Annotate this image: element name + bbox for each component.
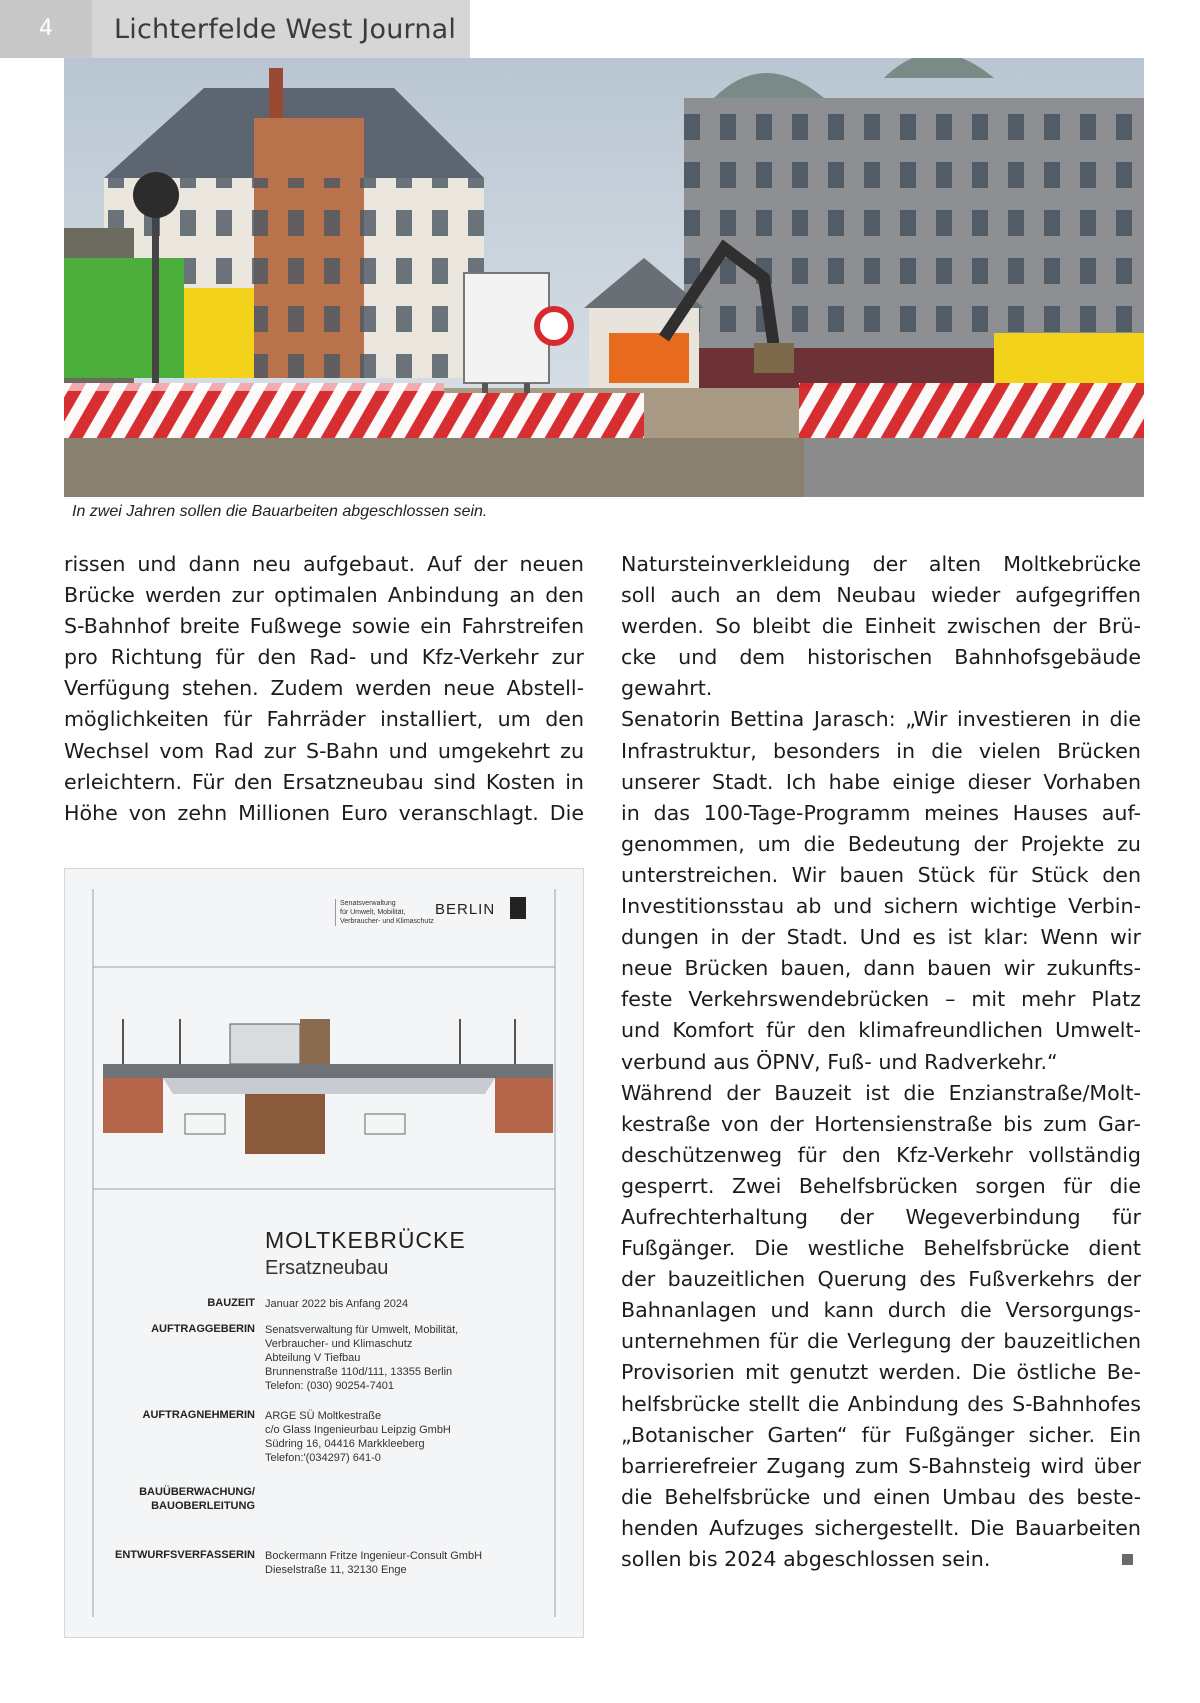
- text-line: Brücke werden zur optimalen Anbindung an den: [64, 583, 584, 608]
- sign-row-auftragnehmerin-label: AUFTRAGNEHMERIN: [142, 1409, 255, 1421]
- sign-title: MOLTKEBRÜCKE: [265, 1227, 466, 1253]
- sign-row-bauzeit-label: BAUZEIT: [207, 1297, 255, 1309]
- article-column-right: [621, 549, 1141, 1575]
- end-of-article-square-icon: [1122, 1554, 1133, 1565]
- page-header: [0, 0, 470, 58]
- text-line: erleichtern. Für den Ersatzneubau sind Kosten in: [64, 769, 584, 794]
- sign-value-line: Januar 2022 bis Anfang 2024: [265, 1298, 409, 1310]
- text-line: genommen, um die Bedeutung der Projekte zu: [621, 831, 1141, 856]
- sign-value-line: Bockermann Fritze Ingenieur-Consult GmbH: [265, 1550, 483, 1562]
- text-line: die Behelfsbrücke und einen Umbau des beste-: [621, 1484, 1141, 1509]
- text-line: in das 100-Tage-Programm meines Hauses auf-: [621, 800, 1141, 825]
- construction-sign-photo: [64, 868, 584, 1638]
- sign-row-entwurfsverfasserin-label: ENTWURFSVERFASSERIN: [115, 1549, 255, 1561]
- text-line: „Botanischer Garten“ für Fußgänger sicher. Ein: [621, 1422, 1141, 1447]
- text-line: Aufrechterhaltung der Wegeverbindung für: [621, 1204, 1141, 1229]
- text-line: gewahrt.: [621, 676, 713, 701]
- text-line: und Komfort für den klimafreundlichen Umwelt-: [621, 1018, 1141, 1043]
- text-line: dungen in der Stadt. Und es ist klar: Wenn wir: [621, 925, 1141, 950]
- text-line: verbund aus ÖPNV, Fuß- und Radverkehr.“: [621, 1049, 1058, 1074]
- sign-row-entwurfsverfasserin-value: [265, 1549, 482, 1577]
- text-line: neue Brücken bauen, dann bauen wir zukunfts-: [621, 956, 1141, 981]
- sign-authority-line: Verbraucher- und Klimaschutz: [340, 918, 434, 925]
- text-line: Höhe von zehn Millionen Euro veranschlagt. Die: [64, 800, 584, 825]
- sign-value-line: ARGE SÜ Moltkestraße: [265, 1410, 382, 1422]
- sign-value-line: Verbraucher- und Klimaschutz: [265, 1338, 413, 1350]
- sign-row-bauueberwachung-label: BAUÜBERWACHUNG/ BAUOBERLEITUNG: [139, 1486, 255, 1512]
- text-line: Investitionsstau ab und sichern wichtige Verbin-: [621, 894, 1141, 919]
- text-line: Natursteinverkleidung der alten Moltkebrücke: [621, 552, 1141, 576]
- text-line: Verfügung stehen. Zudem werden neue Abstell-: [64, 676, 584, 701]
- text-line: helfsbrücke stellt die Anbindung des S-Bahnhofes: [621, 1391, 1141, 1416]
- text-line: Provisorien mit genutzt werden. Die östliche Be-: [621, 1360, 1141, 1385]
- sign-row-auftraggeberin-label: AUFTRAGGEBERIN: [151, 1323, 255, 1335]
- sign-value-line: Abteilung V Tiefbau: [265, 1352, 361, 1364]
- text-line: werden. So bleibt die Einheit zwischen der Brü-: [621, 614, 1141, 639]
- sign-subtitle: Ersatzneubau: [265, 1257, 389, 1279]
- text-line: unserer Stadt. Ich habe einige dieser Vorhaben: [621, 769, 1141, 794]
- text-line: barrierefreier Zugang zum S-Bahnsteig wird über: [621, 1453, 1141, 1478]
- sign-authority: [335, 899, 434, 926]
- text-line: der bauzeitlichen Querung des Fußverkehrs der: [621, 1267, 1141, 1292]
- photo-caption: In zwei Jahren sollen die Bauarbeiten abgeschlossen sein.: [72, 503, 488, 520]
- sign-authority-line: für Umwelt, Mobilität,: [340, 909, 406, 916]
- berlin-logo-text: BERLIN: [435, 901, 496, 918]
- text-line: pro Richtung für den Rad- und Kfz-Verkehr zur: [64, 645, 584, 670]
- article-column-left: [64, 549, 584, 829]
- text-line: deschützenweg für den Kfz-Verkehr vollständig: [621, 1142, 1141, 1167]
- text-line: Infrastruktur, besonders in die vielen Brücken: [621, 738, 1141, 763]
- final-text: sollen bis 2024 abgeschlossen sein.: [621, 1547, 991, 1571]
- sign-row-bauzeit-value: [265, 1297, 408, 1311]
- sign-value-line: Senatsverwaltung für Umwelt, Mobilität,: [265, 1324, 459, 1336]
- text-line: feste Verkehrswendebrücken – mit mehr Platz: [621, 987, 1141, 1012]
- sign-value-line: Brunnenstraße 110d/111, 13355 Berlin: [265, 1366, 453, 1378]
- text-line: cke und dem historischen Bahnhofsgebäude: [621, 645, 1141, 670]
- sign-value-line: Telefon: (030) 90254-7401: [265, 1380, 395, 1392]
- construction-photo: [64, 58, 1144, 497]
- text-line: S-Bahnhof breite Fußwege sowie ein Fahrstreifen: [64, 614, 584, 639]
- sign-row-auftragnehmerin-value: [265, 1409, 451, 1465]
- page-number: 4: [0, 0, 92, 58]
- text-line: Fußgänger. Die westliche Behelfsbrücke dient: [621, 1236, 1141, 1261]
- text-line: henden Aufzuges sichergestellt. Die Bauarbeiten: [621, 1515, 1141, 1540]
- text-line: möglichkeiten für Fahrräder installiert, um den: [64, 707, 584, 732]
- sign-authority-line: Senatsverwaltung: [340, 900, 396, 907]
- text-line: unternehmen für die Verlegung der bauzeitlichen: [621, 1329, 1141, 1354]
- text-line: Senatorin Bettina Jarasch: „Wir investieren in die: [621, 707, 1141, 732]
- text-line-final: [621, 1544, 1141, 1575]
- text-line: rissen und dann neu aufgebaut. Auf der neuen: [64, 552, 584, 576]
- sign-value-line: Dieselstraße 11, 32130 Enge: [265, 1564, 407, 1576]
- text-line: Wechsel vom Rad zur S-Bahn und umgekehrt zu: [64, 738, 584, 763]
- text-line: soll auch an dem Neubau wieder aufgegriffen: [621, 583, 1141, 608]
- sign-value-line: Telefon:'(034297) 641-0: [265, 1452, 381, 1464]
- text-line: kestraße von der Hortensienstraße bis zum Gar-: [621, 1111, 1141, 1136]
- text-line: gesperrt. Zwei Behelfsbrücken sorgen für die: [621, 1173, 1141, 1198]
- construction-scene-illustration: [64, 58, 1144, 497]
- sign-value-line: c/o Glass Ingenieurbau Leipzig GmbH: [265, 1424, 451, 1436]
- text-line: Bahnanlagen und kann durch die Versorgungs-: [621, 1298, 1141, 1323]
- journal-title: Lichterfelde West Journal: [114, 13, 457, 45]
- text-line: unterstreichen. Wir bauen Stück für Stück den: [621, 862, 1141, 887]
- sign-value-line: Südring 16, 04416 Markkleeberg: [265, 1438, 425, 1450]
- text-line: Während der Bauzeit ist die Enzianstraße/Molt-: [621, 1080, 1141, 1105]
- sign-row-auftraggeberin-value: [265, 1323, 458, 1393]
